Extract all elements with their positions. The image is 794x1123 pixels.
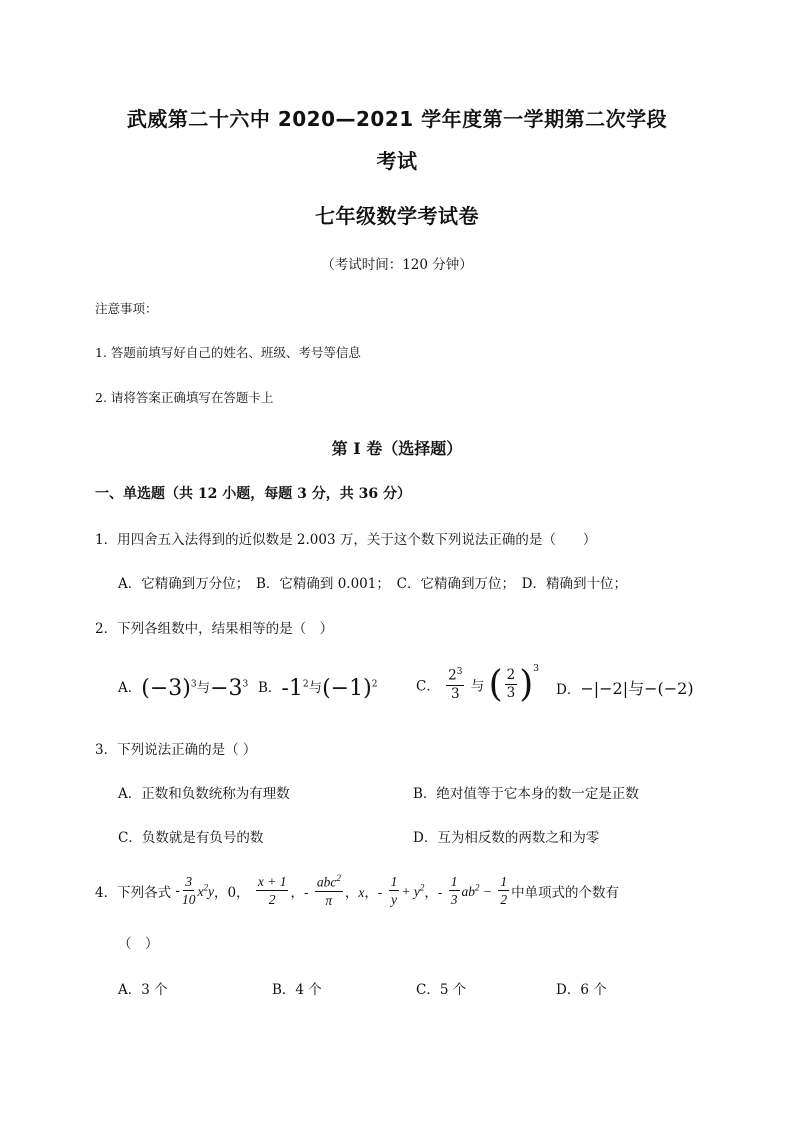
question-3-option-b: B．绝对值等于它本身的数一定是正数	[413, 786, 639, 802]
question-1-stem: 1．用四舍五入法得到的近似数是 2.003 万，关于这个数下列说法正确的是（ ）	[95, 532, 597, 548]
question-2-stem: 2．下列各组数中，结果相等的是（ ）	[95, 621, 334, 637]
question-4-option-c: C．5 个	[416, 982, 467, 998]
question-3-option-a: A．正数和负数统称为有理数	[118, 786, 290, 802]
question-4-option-d: D．6 个	[556, 982, 607, 998]
question-3-option-d: D．互为相反数的两数之和为零	[413, 830, 600, 846]
question-2-option-c: C． $\frac{2^3}{3}$ 与 ( $\frac{2}{3}$ )$^3$	[416, 664, 539, 705]
exam-subtitle: 七年级数学考试卷	[315, 204, 479, 228]
question-3-option-c: C．负数就是有负号的数	[118, 830, 264, 846]
notice-item-1: 1. 答题前填写好自己的姓名、班级、考号等信息	[95, 345, 361, 360]
question-4-option-b: B．4 个	[272, 982, 322, 998]
question-2-option-a: A．$(-3)^3$与$-3^3$	[118, 676, 249, 701]
exam-title-line1: 武威第二十六中 2020—2021 学年度第一学期第二次学段	[126, 107, 668, 131]
notice-heading: 注意事项：	[95, 301, 158, 316]
question-2-option-b: B．$-1^2$与$(-1)^2$	[258, 676, 378, 701]
exam-title-line2: 考试	[376, 149, 418, 173]
question-4-option-a: A．3 个	[118, 982, 168, 998]
question-2-option-d: D．−|−2|与−(−2)	[556, 679, 694, 698]
question-4-paren: （ ）	[118, 936, 159, 952]
section-title: 第 I 卷（选择题）	[331, 439, 463, 458]
part-heading: 一、单选题（共 12 小题，每题 3 分，共 36 分）	[95, 486, 411, 502]
question-4-stem: 4．下列各式 - $\frac{3}{10}$ $x^2y$，0， $\frac{x + 1}{2}$ ，- $\frac{abc^2}{\pi}$ ，x，- $\frac{1}{y}$ + $y^2$，- $\frac{1}{3}$ $ab^2$ − $\frac{1}{2}$ 中单项式的个数有	[95, 873, 620, 908]
time-note: （考试时间：120 分钟）	[321, 257, 473, 273]
question-1-options: A．它精确到万分位； B．它精确到 0.001； C．它精确到万位； D．精确到十位；	[118, 576, 628, 592]
question-3-stem: 3．下列说法正确的是（ ）	[95, 742, 257, 758]
notice-item-2: 2. 请将答案正确填写在答题卡上	[95, 390, 274, 405]
